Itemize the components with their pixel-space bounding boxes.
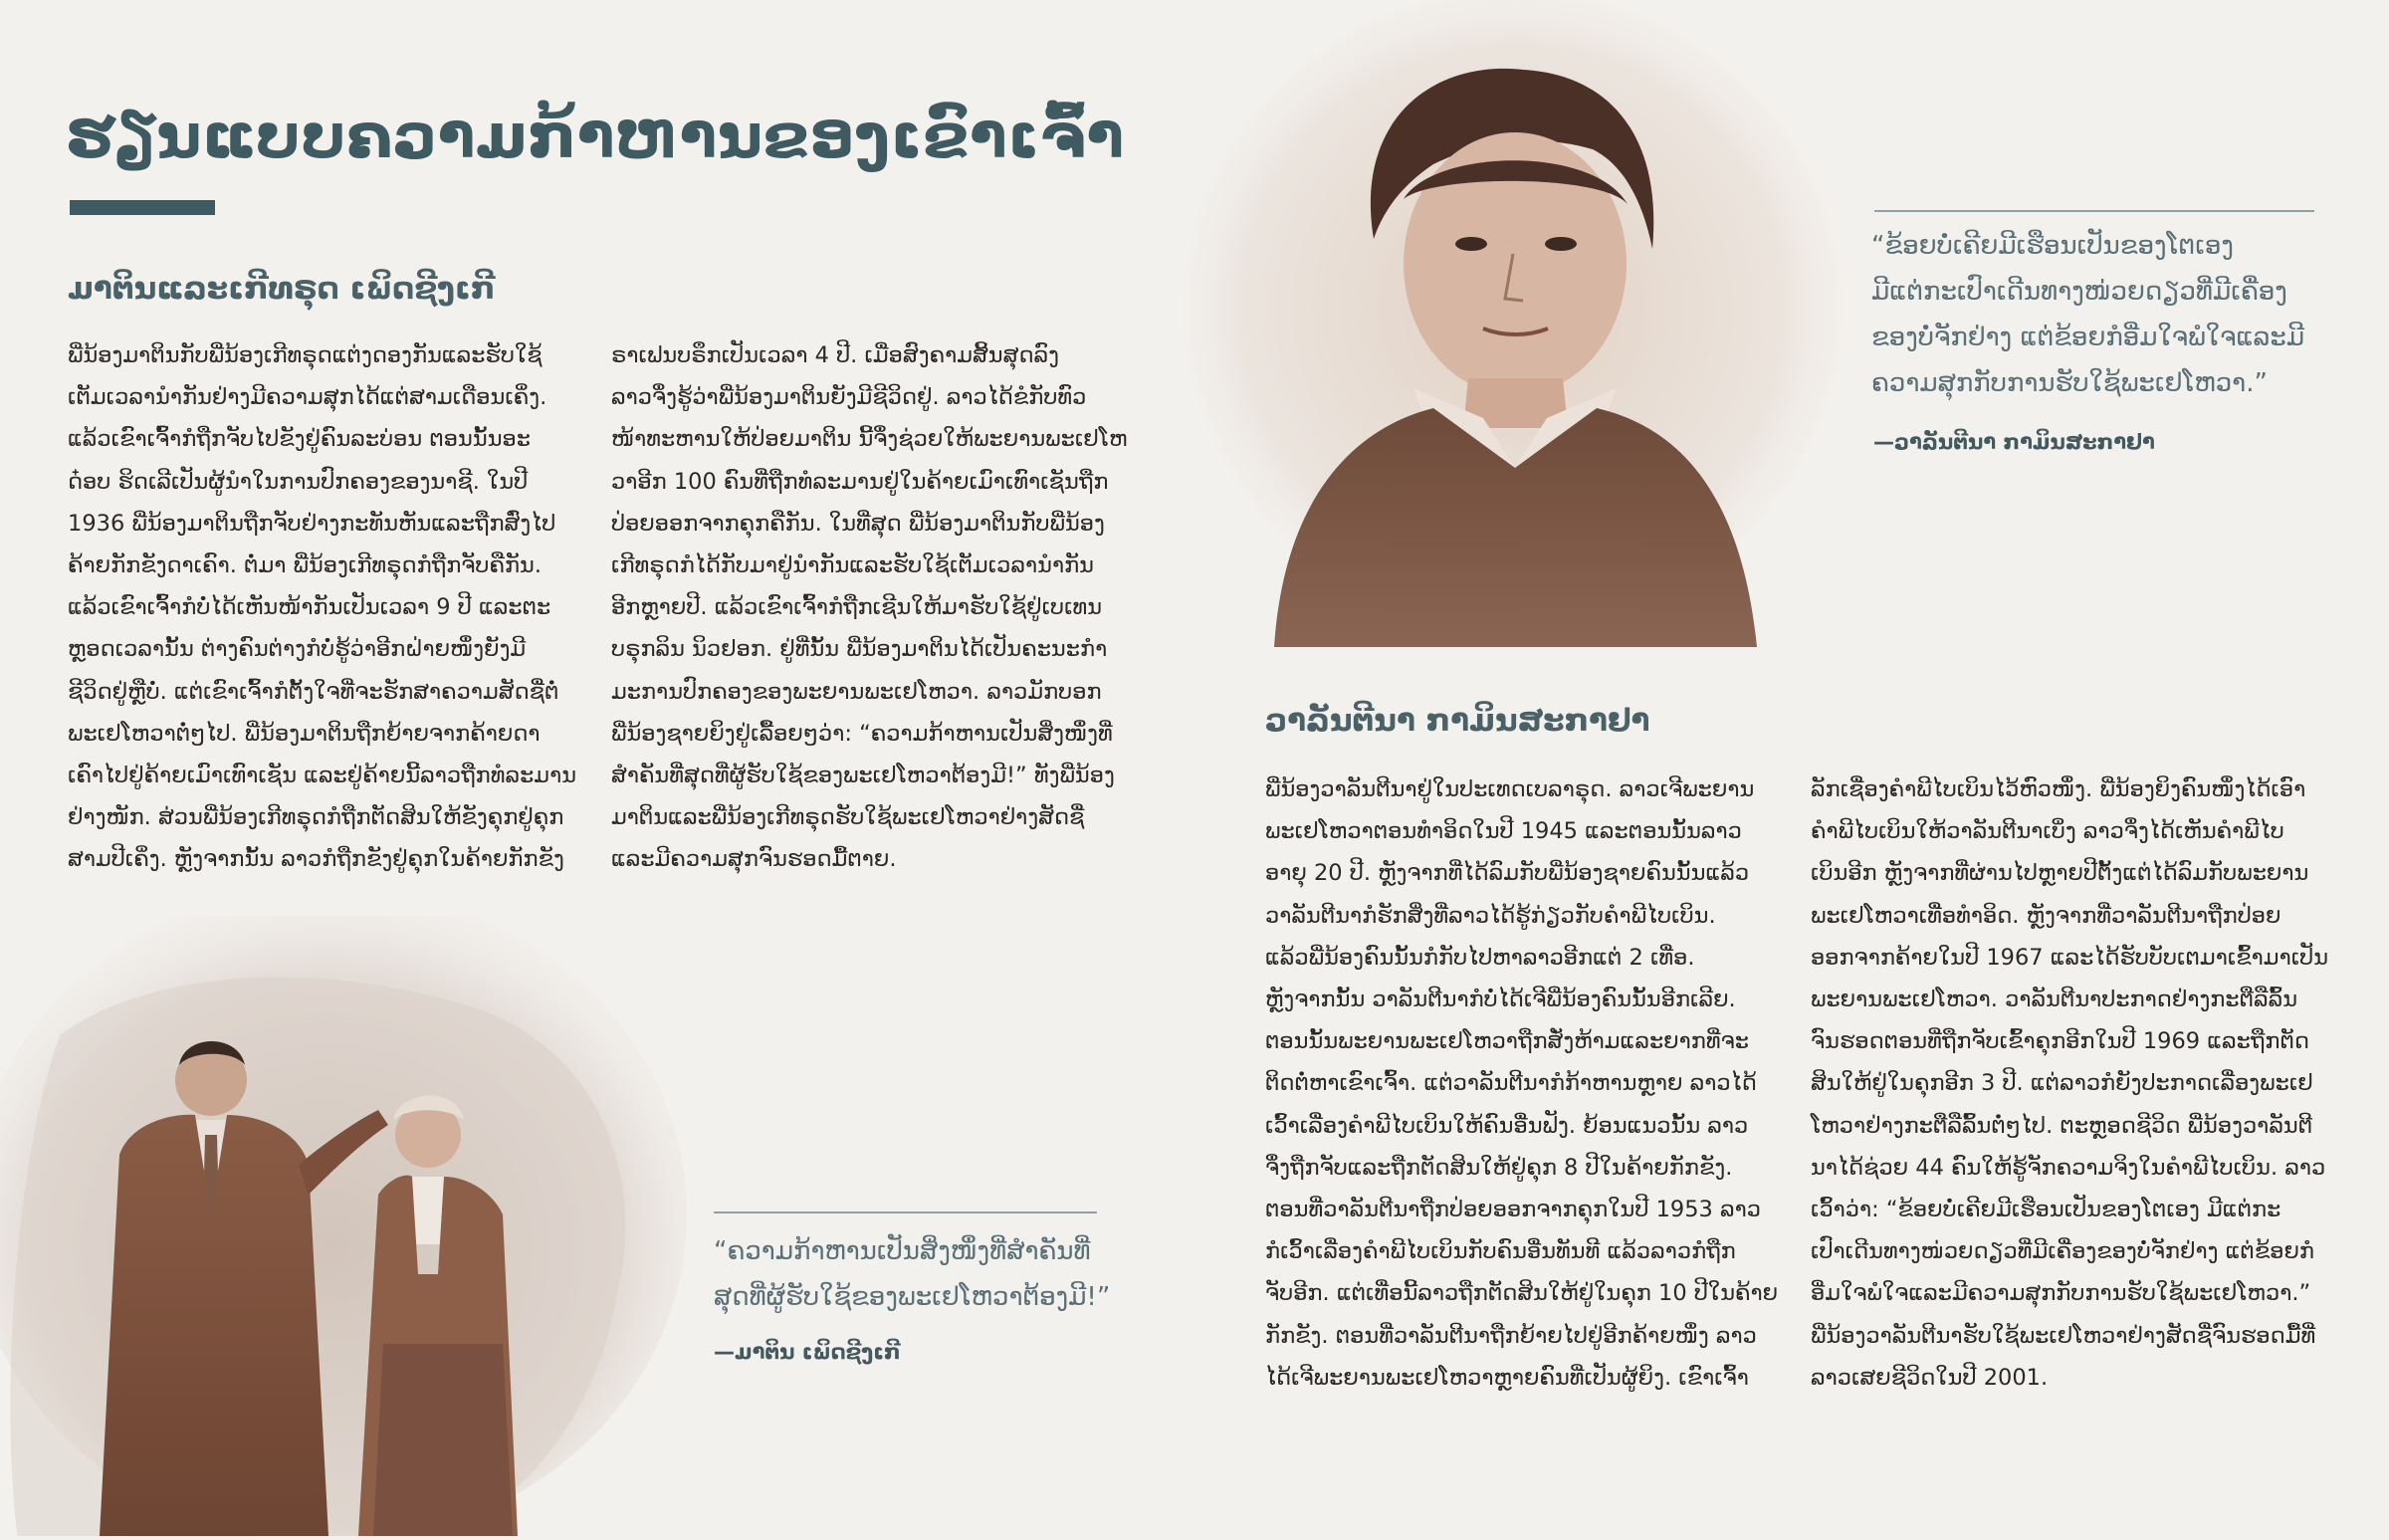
- text-line: ອີກຫຼາຍປີ. ແລ້ວເຂົາເຈົ້າກໍຖືກເຊີນໃຫ້ມາຮັບໃຊ້ຢູ່ເບເທນ: [611, 594, 1103, 621]
- kaminskaya-portrait: [1185, 0, 1861, 647]
- quote-attribution-pechinger: —ມາຕິນ ເພິດຊີງເກີ: [714, 1340, 901, 1364]
- text-line: ຕອນທີ່ວາລັນຕີນາຖືກປ່ອຍອອກຈາກຄຸກໃນປີ 1953 ລາວ: [1265, 1197, 1761, 1223]
- text-line: ເຕັມເວລານຳກັນຢ່າງມີຄວາມສຸກໄດ້ແຕ່ສາມເດືອນເຄິ່ງ.: [68, 384, 547, 411]
- quote-line: ຂອງບໍ່ຈັກຢ່າງ ແຕ່ຂ້ອຍກໍອີ່ມໃຈພໍໃຈແລະມີ: [1871, 323, 2305, 352]
- text-line: ຕິດຕໍ່ຫາເຂົາເຈົ້າ. ແຕ່ວາລັນຕີນາກໍກ້າຫານຫຼາຍ ລາວໄດ້: [1265, 1070, 1757, 1097]
- text-line: ຄຳພີໄບເບິນໃຫ້ວາລັນຕີນາເບິ່ງ ລາວຈຶ່ງໄດ້ເຫັນຄຳພີໄບ: [1811, 818, 2284, 845]
- text-line: ໂຫວາຢ່າງກະຕືລືລົ້ນຕໍ່ໆໄປ. ຕະຫຼອດຊີວິດ ພີ່ນ້ອງວາລັນຕີ: [1811, 1112, 2313, 1139]
- text-line: ແລ້ວເຂົາເຈົ້າກໍບໍ່ໄດ້ເຫັນໜ້າກັນເປັນເວລາ 9 ປີ ແລະຕະ: [68, 594, 551, 621]
- text-line: ຢ່າງໜັກ. ສ່ວນພີ່ນ້ອງເກີທຣຸດກໍຖືກຕັດສິນໃຫ້ຂັງຄຸກຢູ່ຄຸກ: [68, 804, 564, 831]
- text-line: ພະເຢໂຫວາເທື່ອທຳອິດ. ຫຼັງຈາກທີ່ວາລັນຕີນາຖືກປ່ອຍ: [1811, 902, 2281, 929]
- text-line: ເຄົາໄປຢູ່ຄ້າຍເມົາເທົາເຊັນ ແລະຢູ່ຄ້າຍນີ້ລາວຖືກທໍລະມານ: [68, 763, 577, 789]
- text-line: ກໍເວົ້າເລື່ອງຄຳພີໄບເບິນກັບຄົນອື່ນທັນທີ ແລ້ວລາວກໍຖືກ: [1265, 1238, 1736, 1265]
- text-line: ພີ່ນ້ອງມາຕິນກັບພີ່ນ້ອງເກີທຣຸດແຕ່ງດອງກັນແລະຮັບໃຊ້: [68, 342, 543, 368]
- text-line: ນາໄດ້ຊ່ວຍ 44 ຄົນໃຫ້ຮູ້ຈັກຄວາມຈິງໃນຄຳພີໄບເບິນ. ລາວ: [1811, 1154, 2326, 1181]
- pull-quote-kaminskaya: [1871, 223, 2349, 406]
- text-line: ດ໋ອບ ຮິດເລີເປັນຜູ້ນຳໃນການປົກຄອງຂອງນາຊີ. ໃນປີ: [68, 468, 529, 495]
- quote-attribution-kaminskaya: —ວາລັນຕີນາ ກາມິນສະກາຢາ: [1873, 430, 2155, 454]
- text-line: ຄ້າຍກັກຂັງດາເຄົາ. ຕໍ່ມາ ພີ່ນ້ອງເກີທຣຸດກໍຖືກຈັບຄືກັນ.: [68, 552, 543, 579]
- text-line: ເວົ້າເລື່ອງຄຳພີໄບເບິນໃຫ້ຄົນອື່ນຟັງ. ຍ້ອນແນວນັ້ນ ລາວ: [1265, 1112, 1749, 1139]
- text-line: ລາວຈຶ່ງຮູ້ວ່າພີ່ນ້ອງມາຕິນຍັງມີຊີວິດຢູ່. ລາວໄດ້ຂໍກັບທົວ: [611, 384, 1087, 411]
- section-heading-kaminskaya: ວາລັນຕີນາ ກາມິນສະກາຢາ: [1265, 703, 1650, 739]
- section-heading-pechinger: ມາຕິນແລະເກີທຣຸດ ເພິດຊີງເກີ: [68, 271, 496, 307]
- kaminskaya-column-2: [1811, 769, 2338, 1399]
- text-line: ເບິນອີກ ຫຼັງຈາກທີ່ຜ່ານໄປຫຼາຍປີຕັ້ງແຕ່ໄດ້ລົມກັບພະຍານ: [1811, 860, 2309, 887]
- pechinger-couple-illustration: [0, 916, 697, 1536]
- text-line: ສຳຄັນທີ່ສຸດທີ່ຜູ້ຮັບໃຊ້ຂອງພະເຢໂຫວາຕ້ອງມີ!” ທັງພີ່ນ້ອງ: [611, 763, 1115, 789]
- text-line: ອາຍຸ 20 ປີ. ຫຼັງຈາກທີ່ໄດ້ລົມກັບພີ່ນ້ອງຊາຍຄົນນັ້ນແລ້ວ: [1265, 860, 1750, 887]
- text-line: ໜ້າທະຫານໃຫ້ປ່ອຍມາຕິນ ນີ້ຈຶ່ງຊ່ວຍໃຫ້ພະຍານພະເຢໂຫ: [611, 426, 1128, 453]
- text-line: ເປົາເດີນທາງໜ່ວຍດຽວທີ່ມີເຄື່ອງຂອງບໍ່ຈັກຢ່າງ ແຕ່ຂ້ອຍກໍ: [1811, 1238, 2315, 1265]
- title-underline: [70, 200, 215, 215]
- text-line: ລາວເສຍຊີວິດໃນປີ 2001.: [1811, 1364, 2049, 1391]
- quote-rule-kaminskaya: [1874, 210, 2314, 212]
- text-line: ພະຍານພະເຢໂຫວາ. ວາລັນຕີນາປະກາດຢ່າງກະຕືລືລົ້ນ: [1811, 987, 2298, 1013]
- text-line: ຕອນນັ້ນພະຍານພະເຢໂຫວາຖືກສັ່ງຫ້າມແລະຍາກທີ່ຈະ: [1265, 1028, 1749, 1055]
- text-line: ປ່ອຍອອກຈາກຄຸກຄືກັນ. ໃນທີ່ສຸດ ພີ່ນ້ອງມາຕິນກັບພີ່ນ້ອງ: [611, 510, 1105, 537]
- text-line: ພີ່ນ້ອງວາລັນຕີນາຮັບໃຊ້ພະເຢໂຫວາຢ່າງສັດຊື່ຈົນຮອດມື້ທີ່: [1811, 1322, 2316, 1349]
- text-line: ກັກຂັງ. ຕອນທີ່ວາລັນຕີນາຖືກຍ້າຍໄປຢູ່ອີກຄ້າຍໜຶ່ງ ລາວ: [1265, 1322, 1757, 1349]
- text-line: ຊີວິດຢູ່ຫຼືບໍ່. ແຕ່ເຂົາເຈົ້າກໍຕັ້ງໃຈທີ່ຈະຮັກສາຄວາມສັດຊື່ຕໍ່: [68, 678, 559, 705]
- text-line: ຈຶ່ງຖືກຈັບແລະຖືກຕັດສິນໃຫ້ຢູ່ຄຸກ 8 ປີໃນຄ້າຍກັກຂັງ.: [1265, 1154, 1733, 1181]
- text-line: ໄດ້ເຈີພະຍານພະເຢໂຫວາຫຼາຍຄົນທີ່ເປັນຜູ້ຍິງ. ເຂົາເຈົ້າ: [1265, 1364, 1749, 1391]
- page-title: ຮຽນແບບຄວາມກ້າຫານຂອງເຂົາເຈົ້າ: [66, 100, 1125, 172]
- text-line: ພີ່ນ້ອງວາລັນຕີນາຢູ່ໃນປະເທດເບລາຣຸດ. ລາວເຈີພະຍານ: [1265, 776, 1755, 802]
- text-line: ແລ້ວພີ່ນ້ອງຄົນນັ້ນກໍກັບໄປຫາລາວອີກແຕ່ 2 ເທື່ອ.: [1265, 944, 1695, 971]
- quote-line: “ຂ້ອຍບໍ່ເຄີຍມີເຮືອນເປັນຂອງໂຕເອງ: [1871, 231, 2234, 261]
- pechinger-column-1: [68, 334, 585, 881]
- text-line: ວາລັນຕີນາກໍຮັກສິ່ງທີ່ລາວໄດ້ຮູ້ກ່ຽວກັບຄຳພີໄບເບິນ.: [1265, 902, 1716, 929]
- text-line: ລັກເຊື່ອງຄຳພີໄບເບິນໄວ້ຫົວໜຶ່ງ. ພີ່ນ້ອງຍິງຄົນໜຶ່ງໄດ້ເອົາ: [1811, 776, 2306, 802]
- text-line: 1936 ພີ່ນ້ອງມາຕິນຖືກຈັບຢ່າງກະທັນຫັນແລະຖືກສົ່ງໄປ: [68, 510, 556, 537]
- pechinger-column-2: [611, 334, 1129, 881]
- pull-quote-pechinger: [714, 1228, 1132, 1320]
- text-line: ຈັບອີກ. ແຕ່ເທື່ອນີ້ລາວຖືກຕັດສິນໃຫ້ຢູ່ໃນຄຸກ 10 ປີໃນຄ້າຍ: [1265, 1280, 1779, 1307]
- text-line: ພະເຢໂຫວາຕອນທຳອິດໃນປີ 1945 ແລະຕອນນັ້ນລາວ: [1265, 818, 1742, 845]
- text-line: ຈົນຮອດຕອນທີ່ຖືກຈັບເຂົ້າຄຸກອີກໃນປີ 1969 ແລະຖືກຕັດ: [1811, 1028, 2309, 1055]
- text-line: ຫຼັງຈາກນັ້ນ ວາລັນຕີນາກໍບໍ່ໄດ້ເຈີພີ່ນ້ອງຄົນນັ້ນອີກເລີຍ.: [1265, 987, 1736, 1013]
- quote-line: ສຸດທີ່ຜູ້ຮັບໃຊ້ຂອງພະເຢໂຫວາຕ້ອງມີ!”: [714, 1282, 1111, 1312]
- text-line: ແລ້ວເຂົາເຈົ້າກໍຖືກຈັບໄປຂັງຢູ່ຄົນລະບ່ອນ ຕອນນັ້ນອະ: [68, 426, 531, 453]
- text-line: ຫຼອດເວລານັ້ນ ຕ່າງຄົນຕ່າງກໍບໍ່ຮູ້ວ່າອີກຝ່າຍໜຶ່ງຍັງມີ: [68, 636, 527, 663]
- text-line: ສິນໃຫ້ຢູ່ໃນຄຸກອີກ 3 ປີ. ແຕ່ລາວກໍຍັງປະກາດເລື່ອງພະເຢ: [1811, 1070, 2313, 1097]
- text-line: ມາຕິນແລະພີ່ນ້ອງເກີທຣຸດຮັບໃຊ້ພະເຢໂຫວາຢ່າງສັດຊື່: [611, 804, 1085, 831]
- quote-line: ມີແຕ່ກະເປົາເດີນທາງໜ່ວຍດຽວທີ່ມີເຄື່ອງ: [1871, 277, 2287, 307]
- text-line: ສາມປີເຄິ່ງ. ຫຼັງຈາກນັ້ນ ລາວກໍຖືກຂັງຢູ່ຄຸກໃນຄ້າຍກັກຂັງ: [68, 846, 564, 873]
- text-line: ຣາເຟນບຣຶກເປັນເວລາ 4 ປີ. ເມື່ອສົງຄາມສິ້ນສຸດລົງ: [611, 342, 1059, 368]
- text-line: ແລະມີຄວາມສຸກຈົນຮອດມື້ຕາຍ.: [611, 846, 897, 873]
- text-line: ເກີທຣຸດກໍໄດ້ກັບມາຢູ່ນຳກັນແລະຮັບໃຊ້ເຕັມເວລານຳກັນ: [611, 552, 1094, 579]
- kaminskaya-column-1: [1265, 769, 1783, 1399]
- text-line: ບຣຸກລິນ ນິວຢອກ. ຢູ່ທີ່ນັ້ນ ພີ່ນ້ອງມາຕິນໄດ້ເປັນຄະນະກຳ: [611, 636, 1108, 663]
- text-line: ພີ່ນ້ອງຊາຍຍິງຢູ່ເລື້ອຍໆວ່າ: “ຄວາມກ້າຫານເປັນສິ່ງໜຶ່ງທີ່: [611, 720, 1113, 747]
- text-line: ມະການປົກຄອງຂອງພະຍານພະເຢໂຫວາ. ລາວມັກບອກ: [611, 678, 1102, 705]
- text-line: ອອກຈາກຄ້າຍໃນປີ 1967 ແລະໄດ້ຮັບບັບເຕມາເຂົ້າມາເປັນ: [1811, 944, 2329, 971]
- quote-rule-pechinger: [714, 1211, 1097, 1213]
- quote-line: ຄວາມສຸກກັບການຮັບໃຊ້ພະເຢໂຫວາ.”: [1871, 368, 2268, 398]
- text-line: ວາອີກ 100 ຄົນທີ່ຖືກທໍລະມານຢູ່ໃນຄ້າຍເມົາເທົາເຊັນຖືກ: [611, 468, 1109, 495]
- text-line: ພະເຢໂຫວາຕໍ່ໆໄປ. ພີ່ນ້ອງມາຕິນຖືກຍ້າຍຈາກຄ້າຍດາ: [68, 720, 541, 747]
- quote-line: “ຄວາມກ້າຫານເປັນສິ່ງໜຶ່ງທີ່ສຳຄັນທີ່: [714, 1236, 1091, 1266]
- text-line: ອີ່ມໃຈພໍໃຈແລະມີຄວາມສຸກກັບການຮັບໃຊ້ພະເຢໂຫວາ.”: [1811, 1280, 2311, 1307]
- text-line: ເວົ້າວ່າ: “ຂ້ອຍບໍ່ເຄີຍມີເຮືອນເປັນຂອງໂຕເອງ ມີແຕ່ກະ: [1811, 1197, 2281, 1223]
